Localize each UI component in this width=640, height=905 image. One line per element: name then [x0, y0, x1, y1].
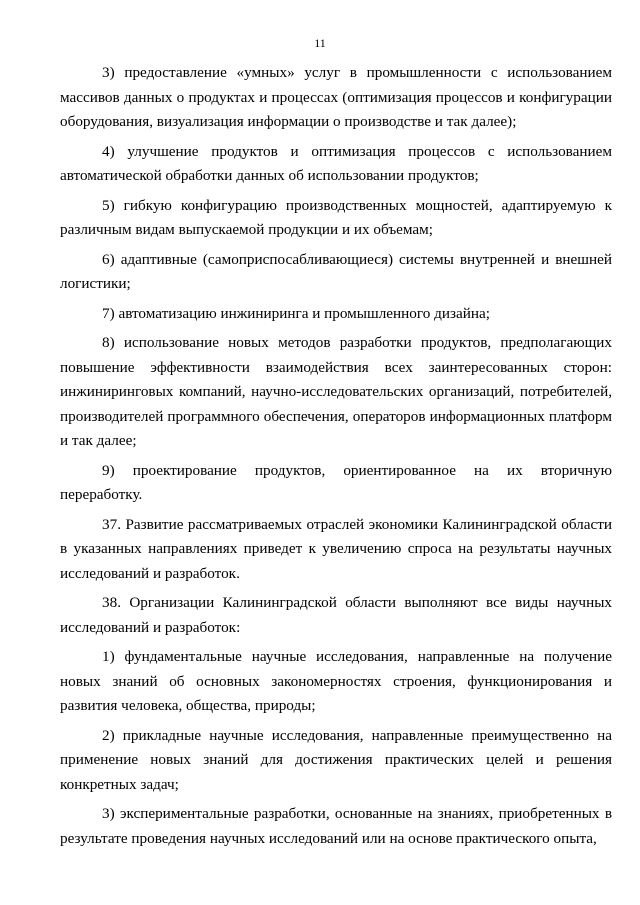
document-body	[60, 61, 612, 856]
paragraph: 3) предоставление «умных» услуг в промышленности с использованием массивов данных о продуктах и процессах (оптимизация процессов и конфигурации оборудования, визуализация информации о производстве и так далее);	[60, 64, 612, 131]
paragraph: 8) использование новых методов разработки продуктов, предполагающих повышение эффективности взаимодействия всех заинтересованных сторон: инжиниринговых компаний, научно-исследовательских организаций, потребителей, производителей программного обеспечения, операторов информационных платформ и так далее;	[60, 333, 612, 450]
paragraph: 3) экспериментальные разработки, основанные на знаниях, приобретенных в результате проведения научных исследований или на основе практического опыта,	[60, 805, 612, 847]
paragraph: 7) автоматизацию инжиниринга и промышленного дизайна;	[102, 304, 490, 322]
paragraph: 38. Организации Калининградской области выполняют все виды научных исследований и разработок:	[60, 594, 612, 636]
page-number: 11	[314, 36, 326, 50]
paragraph: 5) гибкую конфигурацию производственных мощностей, адаптируемую к различным видам выпускаемой продукции и их объемам;	[60, 196, 612, 239]
paragraph: 37. Развитие рассматриваемых отраслей экономики Калининградской области в указанных направлениях приведет к увеличению спроса на результаты научных исследований и разработок.	[60, 515, 612, 582]
paragraph: 6) адаптивные (самоприспосабливающиеся) системы внутренней и внешней логистики;	[60, 250, 612, 293]
paragraph: 9) проектирование продуктов, ориентированное на их вторичную переработку.	[60, 461, 612, 504]
paragraph: 2) прикладные научные исследования, направленные преимущественно на применение новых знаний для достижения практических целей и решения конкретных задач;	[60, 726, 612, 793]
paragraph: 1) фундаментальные научные исследования, направленные на получение новых знаний об основных закономерностях строения, функционирования и развития человека, общества, природы;	[60, 648, 612, 715]
paragraph: 4) улучшение продуктов и оптимизация процессов с использованием автоматической обработки данных об использовании продуктов;	[60, 142, 612, 185]
